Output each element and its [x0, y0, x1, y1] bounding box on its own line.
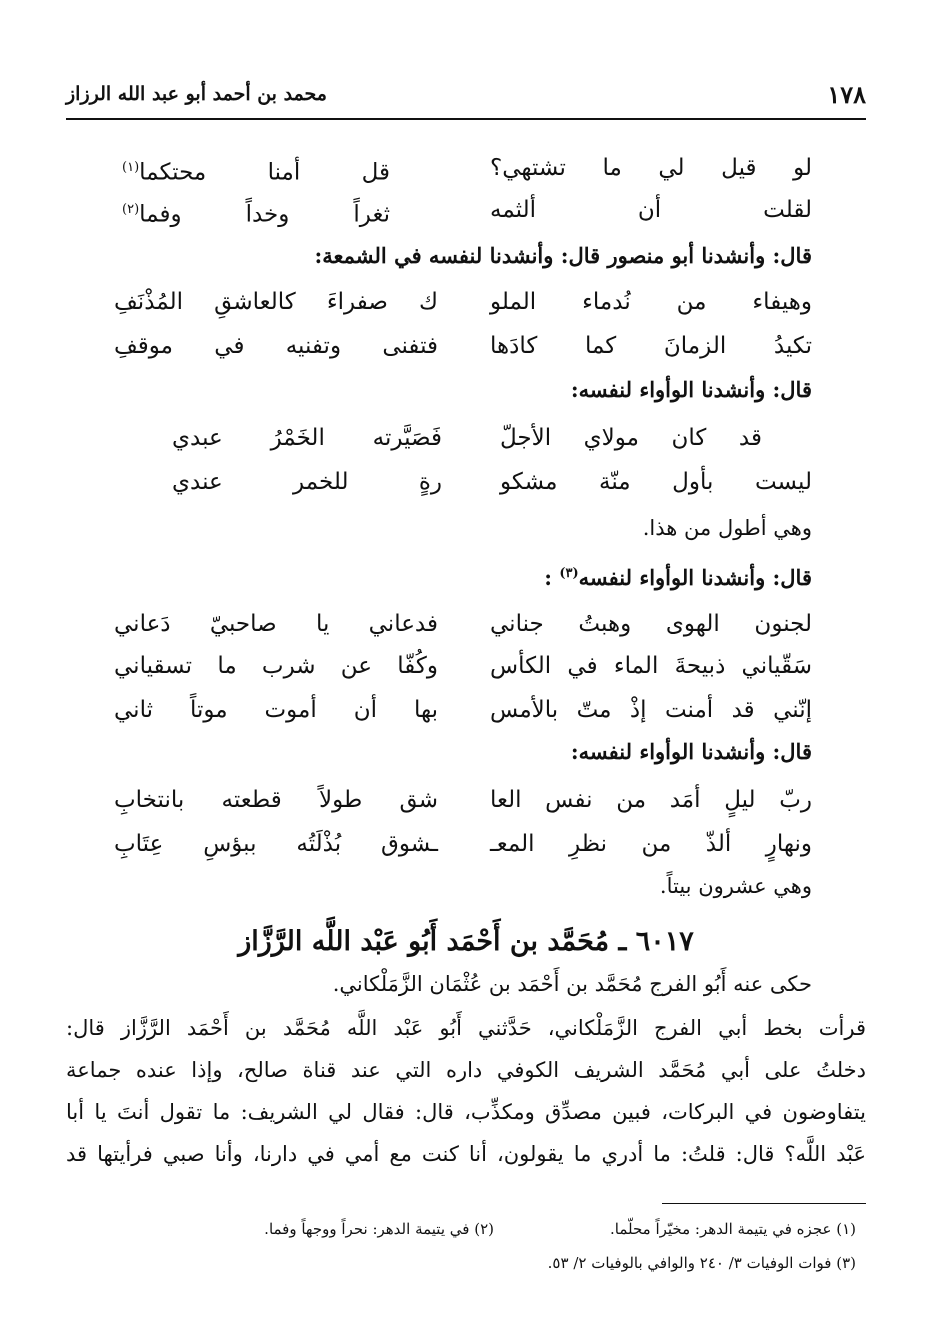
verse-line [114, 602, 812, 646]
verse-line [114, 280, 812, 324]
footnote-rule [662, 1203, 866, 1204]
running-title: محمد بن أحمد أبو عبد الله الرزاز [66, 83, 327, 105]
verse-first-hemistich: وهيفاء من نُدماء الملو [490, 289, 812, 315]
entry-title: ٦٠١٧ ـ مُحَمَّد بن أَحْمَد أَبُو عَبْد اللَّه الرَّزَّاز [238, 926, 694, 957]
narration-text: قال: وأنشدنا الوأواء لنفسه [578, 565, 812, 590]
verse-first-hemistich: سَقّياني ذبيحةَ الماء في الكأس [490, 653, 812, 679]
narration-line: وهي عشرون بيتاً. [659, 874, 812, 898]
colon: : [544, 565, 560, 590]
verse-second-hemistich: وكُفّا عن شرب ما تسقياني [114, 653, 438, 679]
verse-second-hemistich: فتفنى وتفنيه في موقفِ [114, 333, 438, 359]
verse-second-hemistich: ـشوق بُذْلَتُه ببؤسِ عِتَابِ [114, 831, 438, 857]
verse-second-hemistich: بها أن أموت موتاً ثاني [114, 697, 438, 723]
footnote: (١) عجزه في يتيمة الدهر: مخيّراً محلّما. [610, 1220, 856, 1238]
page-number: ١٧٨ [827, 79, 866, 109]
verse-second-hemistich: ك صفراءَ كالعاشقِ المُذْنَفِ [114, 289, 438, 315]
verse-first-hemistich: ونهارٍ ألذّ من نظرِ المعـ [490, 831, 812, 857]
verse-first-hemistich: لو قيل لي ما تشتهي؟ [490, 155, 812, 181]
prose-line: دخلتُ على أبي مُحَمَّد الشريف الكوفي داره التي عند قناة صالح، وإذا عنده جماعة [66, 1058, 866, 1082]
footnote-marker: (٢) [122, 202, 140, 217]
narration-line [544, 556, 812, 596]
verse-line [122, 188, 812, 232]
verse-first-hemistich: ربّ ليلٍ أمَد من نفس العا [490, 787, 812, 813]
verse-second-hemistich: رةٍ للخمر عندي [172, 469, 442, 495]
verse-line [114, 324, 812, 368]
verse-line [172, 416, 762, 460]
verse-second-hemistich: فَصَيَّرته الخَمْرُ عبدي [172, 425, 442, 451]
header-rule [66, 118, 866, 120]
verse-first-hemistich: لقلت أن ألثمه [490, 197, 812, 223]
verse-line [172, 460, 812, 504]
verse-second-hemistich [122, 188, 390, 237]
page-header [66, 76, 866, 112]
hemistich-text: قل أمنا محتكما [139, 159, 390, 186]
entry-intro-line: حكى عنه أَبُو الفرج مُحَمَّد بن أَحْمَد بن عُثْمَان الزَّمَلْكاني. [332, 972, 812, 996]
narration-line: قال: وأنشدنا الوأواء لنفسه: [570, 739, 812, 764]
verse-first-hemistich: لجنون الهوى وهبتُ جناني [490, 611, 812, 637]
verse-line [114, 688, 812, 732]
narration-line: قال: وأنشدنا الوأواء لنفسه: [570, 377, 812, 402]
verse-first-hemistich: إنّني قد أمنت إذْ متّ بالأمس [490, 697, 812, 723]
footnote: (٣) فوات الوفيات ٣/ ٢٤٠ والوافي بالوفيات ٢/ ٥٣. [547, 1254, 856, 1272]
prose-line: عَبْد اللَّه؟ قال: قلتُ: ما أدري ما يقولون، أنا كنت مع أمي في دارنا، وأنا صبي فرأيتها قد [66, 1142, 866, 1166]
verse-line [114, 778, 812, 822]
verse-second-hemistich: فدعاني يا صاحبيّ دَعاني [114, 611, 438, 637]
footnote: (٢) في يتيمة الدهر: نحراً ووجهاً وفما. [264, 1220, 494, 1238]
verse-line [114, 644, 812, 688]
verse-first-hemistich: قد كان مولاي الأجلّ [500, 425, 762, 451]
narration-line: قال: وأنشدنا أبو منصور قال: وأنشدنا لنفسه في الشمعة: [314, 243, 812, 268]
prose-line: يتفاوضون في البركات، فبين مصدِّق ومكذِّب، قال: فقال لي الشريف: ما تقول أنتَ يا أبا [66, 1100, 866, 1124]
narration-line: وهي أطول من هذا. [642, 516, 812, 540]
footnote-marker: (٣) [559, 566, 579, 581]
footnote-marker: (١) [122, 160, 140, 175]
verse-line [122, 146, 812, 190]
verse-first-hemistich: تكيدُ الزمانَ كما كادَها [490, 333, 812, 359]
verse-line [114, 822, 812, 866]
verse-second-hemistich: شق طولاً قطعته بانتخابِ [114, 787, 438, 813]
verse-first-hemistich: ليست بأول منّة مشكو [500, 469, 812, 495]
hemistich-text: ثغراً وخداً وفما [139, 201, 390, 228]
prose-line: قرأت بخط أبي الفرج الزَّمَلْكاني، حَدَّثني أَبُو عَبْد اللَّه مُحَمَّد بن أَحْمَد الرَّزَّاز قال: [66, 1016, 866, 1040]
